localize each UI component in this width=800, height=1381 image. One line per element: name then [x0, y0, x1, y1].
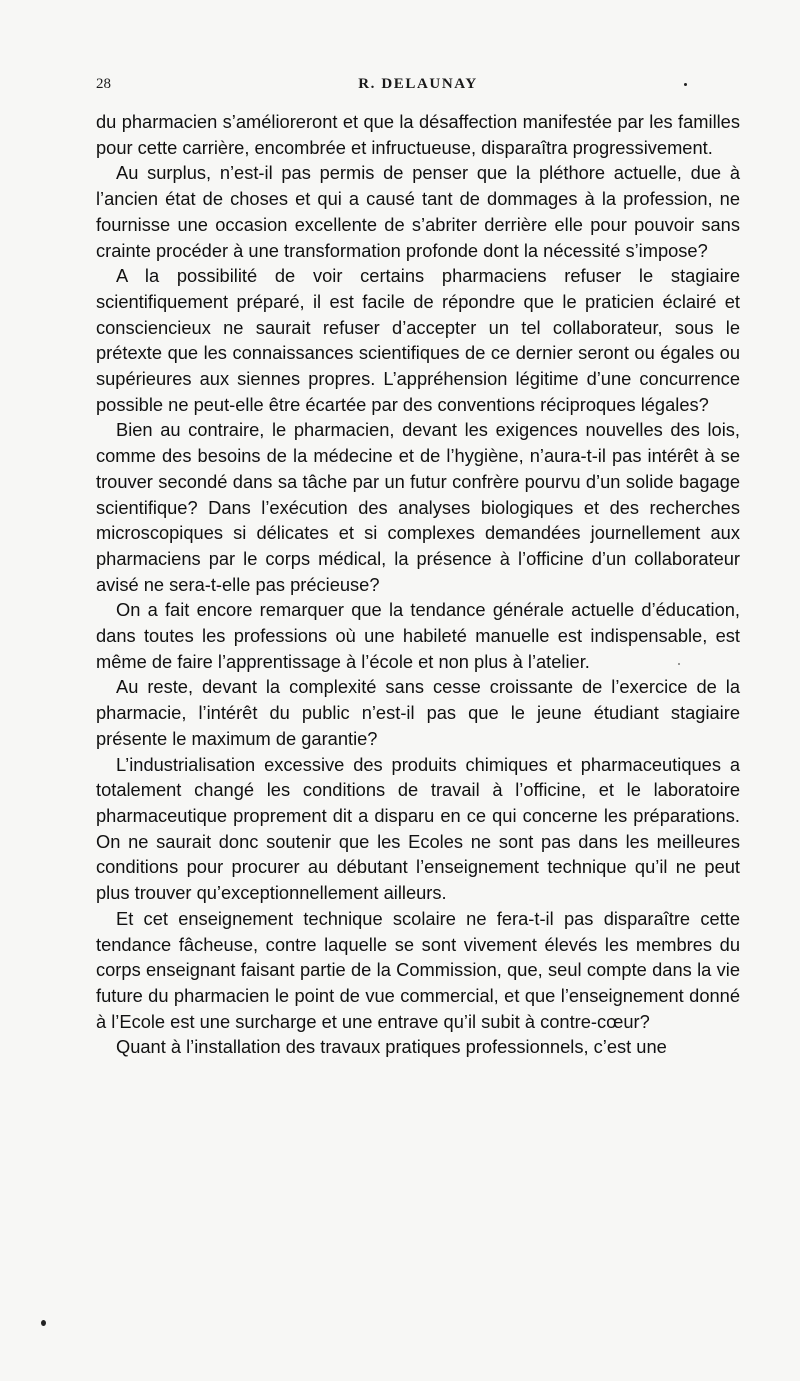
- paragraph: Au reste, devant la complexité sans cesse croissante de l’exercice de la pharmacie, l’intérêt du public n’est-il pas que le jeune étudiant stagiaire présente le maximum de garantie?: [96, 676, 740, 749]
- body-text: [96, 109, 740, 1060]
- paragraph: Bien au contraire, le pharmacien, devant les exigences nouvelles des lois, comme des besoins de la médecine et de l’hygiène, n’aura-t-il pas intérêt à se trouver secondé dans sa tâche par un futur confrère pourvu d’un solide bagage scientifique? Dans l’exécution des analyses biologiques et des recherches microscopiques si délicates et si complexes demandées journellement aux pharmaciens par le corps médical, la présence à l’officine d’un collaborateur avisé ne sera-t-elle pas précieuse?: [96, 419, 740, 595]
- page-header: [96, 72, 740, 100]
- ink-speck: [684, 83, 687, 86]
- paragraph: L’industrialisation excessive des produits chimiques et pharmaceutiques a totalement changé les conditions de travail à l’officine, et le laboratoire pharmaceutique proprement dit a disparu en ce qui concerne les préparations. On ne saurait donc soutenir que les Ecoles ne sont pas dans les meilleures conditions pour procurer au débutant l’enseignement technique qu’il ne peut plus trouver qu’exceptionnellement ailleurs.: [96, 753, 740, 904]
- paragraph: On a fait encore remarquer que la tendance générale actuelle d’éducation, dans toutes les professions où une habileté manuelle est indispensable, est même de faire l’apprentissage à l’école et non plus à l’atelier.: [96, 599, 740, 672]
- running-head: R. DELAUNAY: [358, 76, 478, 92]
- paragraph: Et cet enseignement technique scolaire ne fera-t-il pas disparaître cette tendance fâcheuse, contre laquelle se sont vivement élevés les membres du corps enseignant faisant partie de la Commission, que, seul compte dans la vie future du pharmacien le point de vue commercial, et que l’enseignement donné à l’Ecole est une surcharge et une entrave qu’il subit à contre-cœur?: [96, 907, 740, 1032]
- paragraph: du pharmacien s’amélioreront et que la désaffection manifestée par les familles pour cette carrière, encombrée et infructueuse, disparaîtra progressivement.: [96, 111, 740, 158]
- paragraph: Au surplus, n’est-il pas permis de penser que la pléthore actuelle, due à l’ancien état de choses et qui a causé tant de dommages à la profession, ne fournisse une occasion excellente de s’abriter derrière elle pour pouvoir sans crainte procéder à une transformation profonde dont la nécessité s’impose?: [96, 162, 740, 261]
- page-number: 28: [96, 76, 111, 92]
- ink-speck: [678, 663, 680, 665]
- paragraph: Quant à l’installation des travaux pratiques professionnels, c’est une: [116, 1036, 667, 1058]
- ink-speck: [41, 1320, 46, 1326]
- paragraph: A la possibilité de voir certains pharmaciens refuser le stagiaire scientifiquement préparé, il est facile de répondre que le praticien éclairé et consciencieux ne saurait refuser d’accepter un tel collaborateur, sous le prétexte que les connaissances scientifiques de ce dernier seront ou égales ou supérieures aux siennes propres. L’appréhension légitime d’une concurrence possible ne peut-elle être écartée par des conventions réciproques légales?: [96, 265, 740, 415]
